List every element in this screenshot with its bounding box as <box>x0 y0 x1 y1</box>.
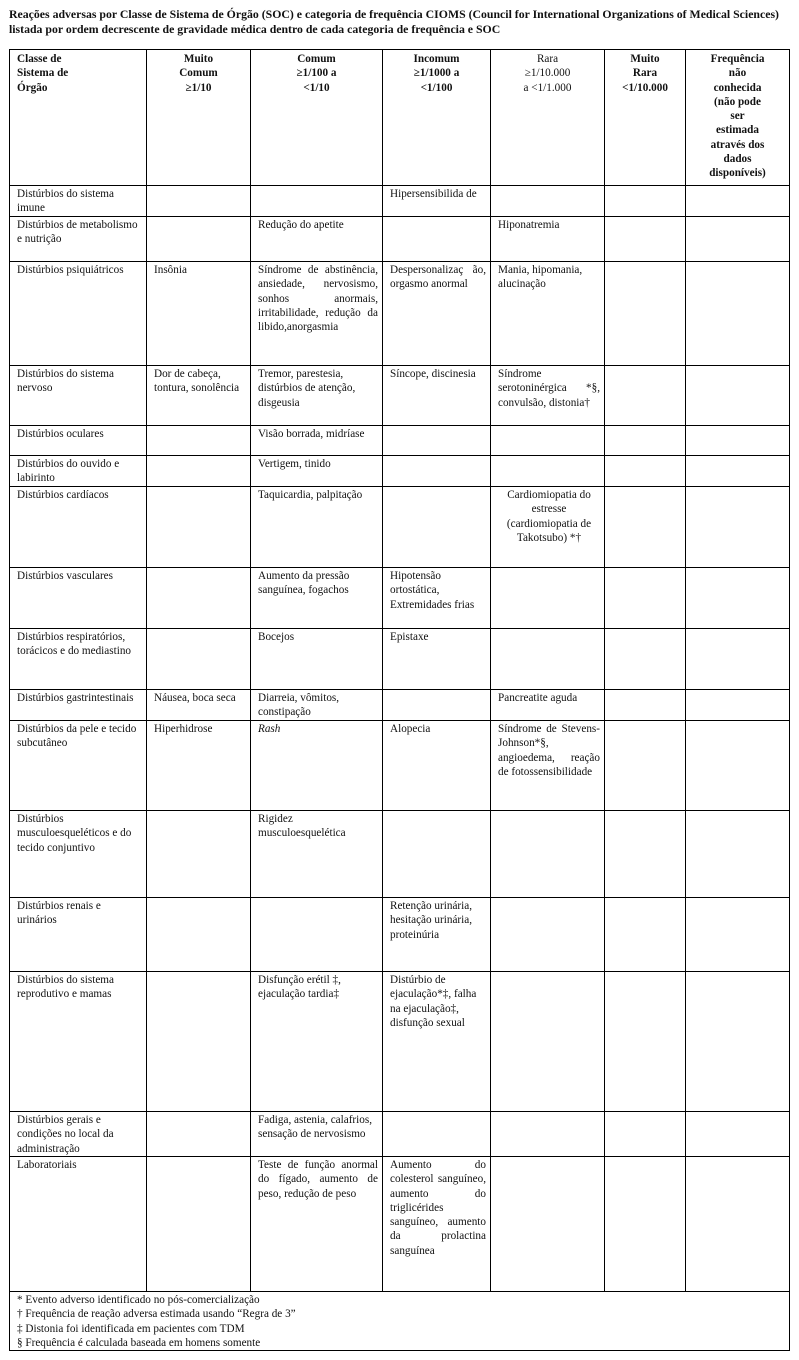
cell-uncommon: Epistaxe <box>383 629 491 690</box>
cell-frequency-unknown <box>686 690 790 721</box>
footnote-dystonia: ‡ Distonia foi identificada em pacientes com TDM <box>17 1322 245 1335</box>
cell-soc: Distúrbios do ouvido e labirinto <box>10 456 147 487</box>
table-row <box>10 186 790 217</box>
cell-very-rare <box>605 456 686 487</box>
cell-rare <box>491 811 605 898</box>
cell-common: Aumento da pressão sanguínea, fogachos <box>251 568 383 629</box>
cell-very-rare <box>605 1157 686 1292</box>
cell-very-rare <box>605 217 686 262</box>
cell-very-common: Hiperhidrose <box>147 721 251 811</box>
table-row <box>10 426 790 456</box>
cell-very-rare <box>605 1112 686 1157</box>
table-row <box>10 690 790 721</box>
cell-rare <box>491 629 605 690</box>
cell-soc: Distúrbios gastrintestinais <box>10 690 147 721</box>
cell-very-common <box>147 811 251 898</box>
cell-very-rare <box>605 811 686 898</box>
cell-very-common <box>147 186 251 217</box>
cell-soc: Distúrbios vasculares <box>10 568 147 629</box>
cell-frequency-unknown <box>686 262 790 366</box>
cell-common: Síndrome de abstinência, ansiedade, nervosismo, sonhos anormais, irritabilidade, redução da libido,anorgasmia <box>251 262 383 366</box>
cell-uncommon <box>383 1112 491 1157</box>
cell-very-common: Insônia <box>147 262 251 366</box>
cell-rare <box>491 972 605 1112</box>
cell-frequency-unknown <box>686 568 790 629</box>
cell-frequency-unknown <box>686 366 790 426</box>
cell-uncommon: Hipotensão ortostática, Extremidades frias <box>383 568 491 629</box>
cell-common: Taquicardia, palpitação <box>251 487 383 568</box>
table-row <box>10 811 790 898</box>
cell-frequency-unknown <box>686 487 790 568</box>
cell-common <box>251 186 383 217</box>
cell-very-common <box>147 456 251 487</box>
cell-frequency-unknown <box>686 811 790 898</box>
header-very-common: Muito Comum ≥1/10 <box>147 50 251 186</box>
cell-very-common <box>147 1112 251 1157</box>
cell-very-common <box>147 629 251 690</box>
cell-very-rare <box>605 690 686 721</box>
cell-rare <box>491 1157 605 1292</box>
adverse-reactions-table <box>9 49 790 1351</box>
header-frequency-unknown: Frequência não conhecida (não pode ser estimada através dos dados disponíveis) <box>686 50 790 186</box>
cell-common: Tremor, parestesia, distúrbios de atenção, disgeusia <box>251 366 383 426</box>
footnote-post-marketing: * Evento adverso identificado no pós-comercialização <box>17 1294 260 1306</box>
table-row <box>10 972 790 1112</box>
cell-uncommon: Distúrbio de ejaculação*‡, falha na ejaculação‡, disfunção sexual <box>383 972 491 1112</box>
cell-very-common <box>147 426 251 456</box>
table-row <box>10 629 790 690</box>
cell-very-rare <box>605 366 686 426</box>
cell-frequency-unknown <box>686 1112 790 1157</box>
cell-very-common <box>147 487 251 568</box>
footnotes <box>10 1292 790 1351</box>
cell-very-rare <box>605 898 686 972</box>
cell-very-rare <box>605 426 686 456</box>
cell-uncommon: Aumento do colesterol sanguíneo, aumento do triglicérides sanguíneo, aumento da prolactina sanguínea <box>383 1157 491 1292</box>
cell-rare: Pancreatite aguda <box>491 690 605 721</box>
cell-common: Teste de função anormal do fígado, aumento de peso, redução de peso <box>251 1157 383 1292</box>
cell-rare: Síndrome de Stevens-Johnson*§, angioedema, reação de fotossensibilidade <box>491 721 605 811</box>
cell-common: Rash <box>251 721 383 811</box>
header-very-rare: Muito Rara <1/10.000 <box>605 50 686 186</box>
cell-uncommon: Despersonalizaç ão, orgasmo anormal <box>383 262 491 366</box>
cell-common: Fadiga, astenia, calafrios, sensação de nervosismo <box>251 1112 383 1157</box>
cell-common: Rigidez musculoesquelética <box>251 811 383 898</box>
cell-soc: Distúrbios do sistema nervoso <box>10 366 147 426</box>
cell-very-common: Náusea, boca seca <box>147 690 251 721</box>
cell-soc: Distúrbios musculoesqueléticos e do tecido conjuntivo <box>10 811 147 898</box>
cell-uncommon <box>383 690 491 721</box>
cell-soc: Distúrbios cardíacos <box>10 487 147 568</box>
cell-uncommon: Hipersensibilida de <box>383 186 491 217</box>
cell-common: Bocejos <box>251 629 383 690</box>
table-row <box>10 366 790 426</box>
table-row <box>10 217 790 262</box>
header-row <box>10 50 790 186</box>
cell-common: Redução do apetite <box>251 217 383 262</box>
cell-very-common <box>147 972 251 1112</box>
cell-soc: Distúrbios respiratórios, torácicos e do mediastino <box>10 629 147 690</box>
cell-frequency-unknown <box>686 721 790 811</box>
cell-soc: Distúrbios de metabolismo e nutrição <box>10 217 147 262</box>
cell-very-rare <box>605 186 686 217</box>
header-common: Comum ≥1/100 a <1/10 <box>251 50 383 186</box>
table-row <box>10 721 790 811</box>
cell-frequency-unknown <box>686 898 790 972</box>
cell-rare <box>491 456 605 487</box>
cell-rare: Hiponatremia <box>491 217 605 262</box>
cell-uncommon <box>383 811 491 898</box>
footnote-rule-of-3: † Frequência de reação adversa estimada usando “Regra de 3” <box>17 1308 296 1321</box>
cell-very-rare <box>605 262 686 366</box>
cell-soc: Distúrbios renais e urinários <box>10 898 147 972</box>
cell-frequency-unknown <box>686 426 790 456</box>
cell-rare: Síndrome serotoninérgica *§, convulsão, distonia† <box>491 366 605 426</box>
cell-rare <box>491 186 605 217</box>
header-rare: Rara ≥1/10.000 a <1/1.000 <box>491 50 605 186</box>
table-row <box>10 898 790 972</box>
cell-very-common <box>147 217 251 262</box>
cell-frequency-unknown <box>686 186 790 217</box>
cell-frequency-unknown <box>686 217 790 262</box>
cell-soc: Distúrbios da pele e tecido subcutâneo <box>10 721 147 811</box>
cell-rare <box>491 1112 605 1157</box>
cell-soc: Laboratoriais <box>10 1157 147 1292</box>
cell-frequency-unknown <box>686 629 790 690</box>
cell-rare: Cardiomiopatia do estresse (cardiomiopatia de Takotsubo) *† <box>491 487 605 568</box>
cell-very-common: Dor de cabeça, tontura, sonolência <box>147 366 251 426</box>
table-row <box>10 1112 790 1157</box>
cell-frequency-unknown <box>686 972 790 1112</box>
cell-uncommon <box>383 456 491 487</box>
cell-soc: Distúrbios gerais e condições no local da administração <box>10 1112 147 1157</box>
cell-uncommon <box>383 487 491 568</box>
cell-very-rare <box>605 972 686 1112</box>
cell-uncommon: Retenção urinária, hesitação urinária, proteinúria <box>383 898 491 972</box>
cell-very-rare <box>605 568 686 629</box>
cell-frequency-unknown <box>686 456 790 487</box>
table-caption: Reações adversas por Classe de Sistema de Órgão (SOC) e categoria de frequência CIOMS (Council for International Organizations of Medical Sciences) listada por ordem decrescente de gravidade médica dentro de cada categoria de frequência e SOC <box>9 7 779 36</box>
cell-rare: Mania, hipomania, alucinação <box>491 262 605 366</box>
table-row <box>10 568 790 629</box>
cell-uncommon: Alopecia <box>383 721 491 811</box>
cell-very-common <box>147 1157 251 1292</box>
cell-common: Diarreia, vômitos, constipação <box>251 690 383 721</box>
cell-common: Disfunção erétil ‡, ejaculação tardia‡ <box>251 972 383 1112</box>
cell-soc: Distúrbios do sistema reprodutivo e mamas <box>10 972 147 1112</box>
table-row <box>10 456 790 487</box>
footnote-men-only: § Frequência é calculada baseada em homens somente <box>17 1336 261 1349</box>
header-soc: Classe de Sistema de Órgão <box>10 50 147 186</box>
cell-uncommon <box>383 426 491 456</box>
header-uncommon: Incomum ≥1/1000 a <1/100 <box>383 50 491 186</box>
cell-rare <box>491 898 605 972</box>
cell-very-rare <box>605 629 686 690</box>
cell-common <box>251 898 383 972</box>
cell-very-rare <box>605 487 686 568</box>
cell-frequency-unknown <box>686 1157 790 1292</box>
cell-uncommon: Síncope, discinesia <box>383 366 491 426</box>
cell-soc: Distúrbios do sistema imune <box>10 186 147 217</box>
cell-common: Visão borrada, midríase <box>251 426 383 456</box>
cell-very-common <box>147 898 251 972</box>
table-row <box>10 487 790 568</box>
cell-very-common <box>147 568 251 629</box>
cell-common: Vertigem, tinido <box>251 456 383 487</box>
cell-rare <box>491 568 605 629</box>
cell-rare <box>491 426 605 456</box>
cell-soc: Distúrbios oculares <box>10 426 147 456</box>
cell-uncommon <box>383 217 491 262</box>
table-row <box>10 262 790 366</box>
cell-soc: Distúrbios psiquiátricos <box>10 262 147 366</box>
footnotes-row <box>10 1292 790 1351</box>
table-row <box>10 1157 790 1292</box>
cell-very-rare <box>605 721 686 811</box>
